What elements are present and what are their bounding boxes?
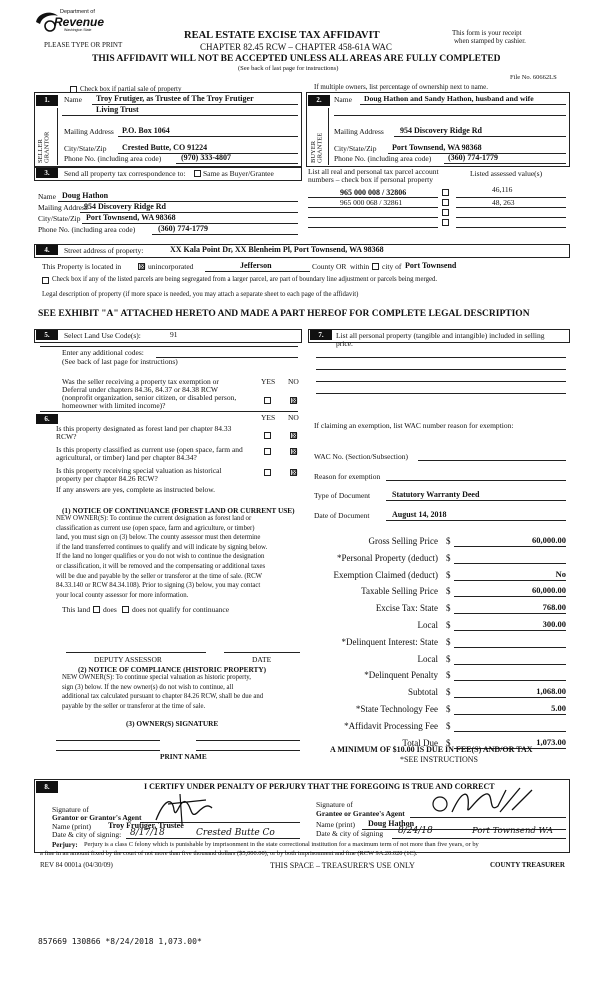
dor-logo xyxy=(32,8,105,36)
does-not-qualify-checkbox[interactable] xyxy=(122,606,129,613)
tax-row-label: Taxable Selling Price xyxy=(361,586,438,597)
tax-row-line xyxy=(454,731,566,732)
tax-row-value[interactable]: 60,000.00 xyxy=(532,535,566,545)
land-use-value[interactable]: 91 xyxy=(170,330,178,339)
receipt-note-1: This form is your receipt xyxy=(452,29,522,37)
doc-type-label: Type of Document xyxy=(314,491,371,500)
reason-label: Reason for exemption xyxy=(314,472,381,481)
county-treasurer: COUNTY TREASURER xyxy=(490,861,565,869)
street-value[interactable]: XX Kala Point Dr, XX Blenheim Pl, Port Townsend, WA 98368 xyxy=(170,245,384,254)
notice-line: your local county assessor for more information. xyxy=(56,591,189,599)
tax-row-line xyxy=(454,580,566,581)
exemption-yes-checkbox[interactable] xyxy=(264,397,271,404)
dollar-sign: $ xyxy=(446,552,451,563)
section-5-num: 5. xyxy=(36,330,58,340)
dollar-sign: $ xyxy=(446,586,451,597)
tax-row-line xyxy=(454,563,566,564)
notice-line: 84.33.140 or RCW 84.34.108). Prior to signing (3) below, you may contact xyxy=(56,582,261,590)
grantor-agent-label: Grantor or Grantor's Agent xyxy=(52,813,142,822)
dollar-sign: $ xyxy=(446,636,451,647)
buyer-name-label: Name xyxy=(334,95,352,104)
tax-row-line xyxy=(454,697,566,698)
notice-line: or classification, it will be removed and the compensating or additional taxes xyxy=(56,563,266,570)
dollar-sign: $ xyxy=(446,687,451,698)
tax-row-value[interactable]: 768.00 xyxy=(542,602,566,613)
s3-name-label: Name xyxy=(38,192,56,201)
s5-no: NO xyxy=(288,377,299,386)
cashier-stamp: 857669 130866 *8/24/2018 1,073.00* xyxy=(38,937,202,946)
s3-phone[interactable]: (360) 774-1779 xyxy=(158,224,208,233)
tax-row-label: Local xyxy=(417,653,438,664)
tax-row-label: Excise Tax: State xyxy=(375,603,438,614)
logo-name: Revenue xyxy=(54,15,105,29)
seller-mailing-label: Mailing Address xyxy=(64,127,114,136)
assessor-date: DATE xyxy=(252,655,272,664)
seller-name-2[interactable]: Living Trust xyxy=(96,105,139,114)
does-label: does xyxy=(103,605,117,614)
seller-name-1[interactable]: Troy Frutiger, as Trustee of The Troy Frutiger xyxy=(96,94,254,103)
s6-q1-1: Is this property designated as forest land per chapter 84.33 xyxy=(56,424,232,433)
additional-codes-note: (See back of last page for instructions) xyxy=(62,357,178,366)
tax-row-label: *State Technology Fee xyxy=(355,704,438,714)
tax-row-label: Local xyxy=(417,620,438,630)
tax-row-line xyxy=(454,647,566,648)
additional-codes-label: Enter any additional codes: xyxy=(62,348,144,357)
doc-type-value[interactable]: Statutory Warranty Deed xyxy=(392,490,480,499)
segregated-checkbox[interactable] xyxy=(42,277,49,284)
tax-row-line xyxy=(454,596,566,597)
form-title: REAL ESTATE EXCISE TAX AFFIDAVIT xyxy=(184,30,380,41)
personal-1: List all personal property (tangible and intangible) included in selling xyxy=(336,331,545,340)
same-as-buyer-label: Same as Buyer/Grantee xyxy=(203,169,274,178)
tax-row-line xyxy=(454,613,566,614)
grantee-city[interactable]: Port Townsend WA xyxy=(472,826,554,836)
notice-line: if the land transferred continues to qualify and will indicate by signing below. xyxy=(56,543,268,551)
notice-line: additional tax calculated pursuant to chapter 84.26 RCW, shall be due and xyxy=(62,693,264,700)
grantor-name-print-label: Name (print) xyxy=(52,822,91,831)
notice-line: sign (3) below. If the new owner(s) do not wish to continue, all xyxy=(62,683,234,691)
historic-no-checkbox[interactable]: ⊠ xyxy=(291,468,298,477)
within-label: within xyxy=(350,262,370,271)
logo-sub: Washington State xyxy=(64,28,92,32)
tax-row-value[interactable]: 5.00 xyxy=(551,703,566,713)
tax-row-label: *Personal Property (deduct) xyxy=(337,552,438,563)
parcel-3-checkbox[interactable] xyxy=(442,209,449,216)
exemption-claim-label: If claiming an exemption, list WAC number reason for exemption: xyxy=(314,421,514,430)
assessed-value-1[interactable]: 46,116 xyxy=(492,185,513,194)
s3-city-label: City/State/Zip xyxy=(38,214,81,223)
within-city-checkbox[interactable] xyxy=(372,263,379,270)
exemption-q-1: Was the seller receiving a property tax exemption or xyxy=(62,377,219,386)
section-6-num: 6. xyxy=(36,414,58,424)
tax-row-value[interactable]: 1,073.00 xyxy=(536,736,566,747)
wac-label: WAC No. (Section/Subsection) xyxy=(314,452,408,461)
notice-line: If the land no longer qualifies or you do not wish to continue the designation xyxy=(56,553,265,561)
section-7-num: 7. xyxy=(310,330,332,340)
city-of-label: city of xyxy=(382,262,402,271)
print-name: PRINT NAME xyxy=(160,752,207,761)
tax-row-value[interactable]: 300.00 xyxy=(542,619,566,629)
current-use-yes-checkbox[interactable] xyxy=(264,448,271,455)
historic-yes-checkbox[interactable] xyxy=(264,469,271,476)
tax-row-value[interactable]: 60,000.00 xyxy=(532,585,566,596)
buyer-phone-label: Phone No. (including area code) xyxy=(334,154,432,163)
s3-mailing[interactable]: 954 Discovery Ridge Rd xyxy=(84,202,166,211)
grantee-date-city-label: Date & city of signing xyxy=(316,829,384,838)
street-label: Street address of property: xyxy=(64,246,144,255)
dollar-sign: $ xyxy=(446,536,451,546)
buyer-city-label: City/State/Zip xyxy=(334,144,377,153)
partial-sale-label: Check box if partial sale of property xyxy=(80,85,182,93)
notice-line: NEW OWNER(S): To continue the current designation as forest land or xyxy=(56,515,252,522)
s6-q3-2: property per chapter 84.26 RCW? xyxy=(56,474,158,483)
s3-city[interactable]: Port Townsend, WA 98368 xyxy=(86,213,176,222)
forest-yes-checkbox[interactable] xyxy=(264,432,271,439)
s6-yes: YES xyxy=(261,413,276,422)
seller-side-label: SELLER GRANTOR xyxy=(37,131,51,163)
exemption-q-4: homeowner with limited income)? xyxy=(62,401,166,410)
buyer-mailing[interactable]: 954 Discovery Ridge Rd xyxy=(400,126,482,135)
correspondence-label: Send all property tax correspondence to: xyxy=(64,169,186,178)
s6-q2-2: agricultural, or timber) land per chapter 84.34? xyxy=(56,453,197,462)
s6-q3-1: Is this property receiving special valuation as historical xyxy=(56,466,222,475)
grantor-date-city-label: Date & city of signing: xyxy=(52,830,122,839)
exhibit-text: SEE EXHIBIT "A" ATTACHED HERETO AND MADE A PART HEREOF FOR COMPLETE LEGAL DESCRIPTION xyxy=(38,309,530,319)
warning: THIS AFFIDAVIT WILL NOT BE ACCEPTED UNLESS ALL AREAS ARE FULLY COMPLETED xyxy=(92,54,501,64)
seller-name-label: Name xyxy=(64,95,82,104)
minimum-note-2: *SEE INSTRUCTIONS xyxy=(400,755,479,764)
perjury-2: a fine in an amount fixed by the court of not more than five thousand dollars ($5,000.00), or by both imprisonment and fine (RCW 9A.20.020 (1C). xyxy=(40,850,418,857)
notice-line: classification as current use (open space, farm and agriculture, or timber) xyxy=(56,524,255,532)
list-header-2: numbers – check box if personal property xyxy=(308,175,433,184)
county-label: County OR xyxy=(312,262,347,271)
forest-no-checkbox[interactable]: ⊠ xyxy=(291,431,298,440)
parcel-number-2[interactable]: 965 000 068 / 32861 xyxy=(340,198,403,207)
section-3-num: 3. xyxy=(36,168,58,178)
seller-phone-label: Phone No. (including area code) xyxy=(64,154,162,163)
seller-mailing[interactable]: P.O. Box 1064 xyxy=(122,126,170,135)
buyer-name-1[interactable]: Doug Hathon and Sandy Hathon, husband and wife xyxy=(364,94,534,103)
s6-q2-1: Is this property classified as current use (open space, farm and xyxy=(56,445,243,454)
doc-date-value[interactable]: August 14, 2018 xyxy=(392,510,447,519)
exemption-q-2: Deferral under chapters 84.36, 84.37 or 84.38 RCW xyxy=(62,385,218,394)
unincorporated-checkbox[interactable]: ⊠ xyxy=(139,262,146,271)
current-use-no-checkbox[interactable]: ⊠ xyxy=(291,447,298,456)
certify-text: I CERTIFY UNDER PENALTY OF PERJURY THAT THE FOREGOING IS TRUE AND CORRECT xyxy=(144,782,495,791)
exemption-q-3: (nonprofit organization, senior citizen, or disabled person, xyxy=(62,393,237,402)
grantor-city[interactable]: Crested Butte Co xyxy=(196,828,275,838)
notice-line: land, you must sign on (3) below. The county assessor must then determine xyxy=(56,534,261,542)
exemption-no-checkbox[interactable]: ⊠ xyxy=(291,396,298,405)
same-as-buyer-checkbox[interactable] xyxy=(194,170,201,177)
s5-yes: YES xyxy=(261,377,276,386)
perjury-label: Perjury: xyxy=(52,841,78,849)
unincorporated-label: unincorporated xyxy=(148,262,194,271)
buyer-city[interactable]: Port Townsend, WA 98368 xyxy=(392,143,482,152)
s3-mailing-label: Mailing Address xyxy=(38,203,88,212)
located-label: This Property is located in xyxy=(42,262,122,271)
tax-row-label: Subtotal xyxy=(407,687,438,698)
city-of-value[interactable]: Port Townsend xyxy=(405,261,457,270)
grantor-date[interactable]: 8/17/18 xyxy=(130,828,165,838)
parcel-number-1[interactable]: 965 000 008 / 32806 xyxy=(340,188,407,197)
seller-city[interactable]: Crested Butte, CO 91224 xyxy=(122,143,208,152)
dollar-sign: $ xyxy=(446,653,451,664)
legal-label: Legal description of property (if more space is needed, you may attach a separate sheet to each page of the affidavit) xyxy=(42,291,359,298)
grantor-signature[interactable] xyxy=(150,790,230,828)
file-no: File No. 60662LS xyxy=(510,74,557,81)
does-qualify-checkbox[interactable] xyxy=(93,606,100,613)
tax-row-value[interactable]: 1,068.00 xyxy=(536,686,566,697)
form-subtitle: CHAPTER 82.45 RCW – CHAPTER 458-61A WAC xyxy=(200,42,392,52)
dollar-sign: $ xyxy=(446,670,451,681)
tax-row-label: Gross Selling Price xyxy=(368,536,438,546)
deputy-assessor: DEPUTY ASSESSOR xyxy=(94,655,162,664)
buyer-phone[interactable]: (360) 774-1779 xyxy=(448,153,498,162)
please-type: PLEASE TYPE OR PRINT xyxy=(44,41,123,49)
tax-row-line xyxy=(454,630,566,631)
personal-2: price. xyxy=(336,339,353,348)
county-value[interactable]: Jefferson xyxy=(240,261,272,270)
seller-city-label: City/State/Zip xyxy=(64,144,107,153)
s6-q1-2: RCW? xyxy=(56,432,77,441)
c3-title: (3) OWNER(S) SIGNATURE xyxy=(126,719,219,728)
land-use-label: Select Land Use Code(s): xyxy=(64,331,141,340)
section-4-num: 4. xyxy=(36,245,58,255)
assessed-header: Listed assessed value(s) xyxy=(470,169,543,178)
dollar-sign: $ xyxy=(446,720,451,731)
tax-row-line xyxy=(454,680,566,681)
seller-divider xyxy=(57,108,58,165)
c2-title: (2) NOTICE OF COMPLIANCE (HISTORIC PROPERTY) xyxy=(78,665,267,674)
tax-row-line xyxy=(454,546,566,547)
tax-row-line xyxy=(454,714,566,715)
tax-row-label: *Delinquent Interest: State xyxy=(341,636,438,647)
dollar-sign: $ xyxy=(446,704,451,714)
buyer-side-label: BUYER GRANTEE xyxy=(310,132,324,163)
grantor-name[interactable]: Troy Frutiger, Trustee xyxy=(108,821,184,830)
dollar-sign: $ xyxy=(446,620,451,630)
notice-line: NEW OWNER(S): To continue special valuation as historic property, xyxy=(62,674,251,681)
seller-phone[interactable]: (970) 333-4807 xyxy=(181,153,231,162)
see-back: (See back of last page for instructions) xyxy=(238,65,339,72)
section-8-num: 8. xyxy=(36,781,58,793)
section-1-num: 1. xyxy=(36,95,58,106)
grantee-name-print-label: Name (print) xyxy=(316,820,355,829)
minimum-note-1: A MINIMUM OF $10.00 IS DUE IN FEE(S) AND/OR TAX xyxy=(330,745,533,754)
tax-row-line xyxy=(454,664,566,665)
dollar-sign: $ xyxy=(446,737,451,748)
perjury-1: Perjury is a class C felony which is punishable by imprisonment in the state correctional institution for a maximum term of not more than five years, or by xyxy=(84,841,479,848)
parcel-2-checkbox[interactable] xyxy=(442,199,449,206)
tax-row-label: Exemption Claimed (deduct) xyxy=(333,569,438,580)
assessed-value-2[interactable]: 48, 263 xyxy=(492,198,515,207)
receipt-note-2: when stamped by cashier. xyxy=(454,37,526,45)
dollar-sign: $ xyxy=(446,569,451,580)
s3-phone-label: Phone No. (including area code) xyxy=(38,225,136,234)
grantee-signature[interactable] xyxy=(428,786,538,820)
notice-line: payable by the seller or transferor at the time of sale. xyxy=(62,702,206,710)
tax-row-label: Total Due xyxy=(402,737,438,748)
buyer-mailing-label: Mailing Address xyxy=(334,127,384,136)
dollar-sign: $ xyxy=(446,603,451,614)
tax-row-label: *Affidavit Processing Fee xyxy=(344,720,438,731)
parcel-1-checkbox[interactable] xyxy=(442,189,449,196)
multiple-owners: If multiple owners, list percentage of ownership next to name. xyxy=(314,83,488,91)
tax-row-value[interactable]: No xyxy=(555,568,566,579)
grantee-name[interactable]: Doug Hathon xyxy=(368,819,415,828)
does-not-label: does not qualify for continuance xyxy=(132,605,230,614)
rev-number: REV 84 0001a (04/30/09) xyxy=(40,861,113,869)
list-header-1: List all real and personal tax parcel account xyxy=(308,167,439,176)
logo-dept: Department of xyxy=(60,9,95,15)
s3-name[interactable]: Doug Hathon xyxy=(62,191,109,200)
grantee-date[interactable]: 8/24/18 xyxy=(398,826,433,836)
grantee-agent-label: Grantee or Grantee's Agent xyxy=(316,809,405,818)
s6-if-yes: If any answers are yes, complete as instructed below. xyxy=(56,485,216,494)
notice-line: will be due and payable by the seller or transferor at the time of sale. (RCW xyxy=(56,572,263,580)
section-2-num: 2. xyxy=(308,95,330,106)
parcel-4-checkbox[interactable] xyxy=(442,219,449,226)
s6-no: NO xyxy=(288,413,299,422)
doc-date-label: Date of Document xyxy=(314,511,370,520)
land-qualify-label: This land xyxy=(62,605,91,614)
segregated-label: Check box if any of the listed parcels are being segregated from a larger parcel, are part of boundary line adjustment or parcels being merged. xyxy=(52,276,438,283)
grantee-sig-of: Signature of xyxy=(316,800,353,809)
treasurer-only: THIS SPACE – TREASURER'S USE ONLY xyxy=(270,861,415,870)
tax-row-label: *Delinquent Penalty xyxy=(364,670,438,681)
c1-title: (1) NOTICE OF CONTINUANCE (FOREST LAND OR CURRENT USE) xyxy=(62,506,295,515)
grantor-sig-of: Signature of xyxy=(52,805,89,814)
